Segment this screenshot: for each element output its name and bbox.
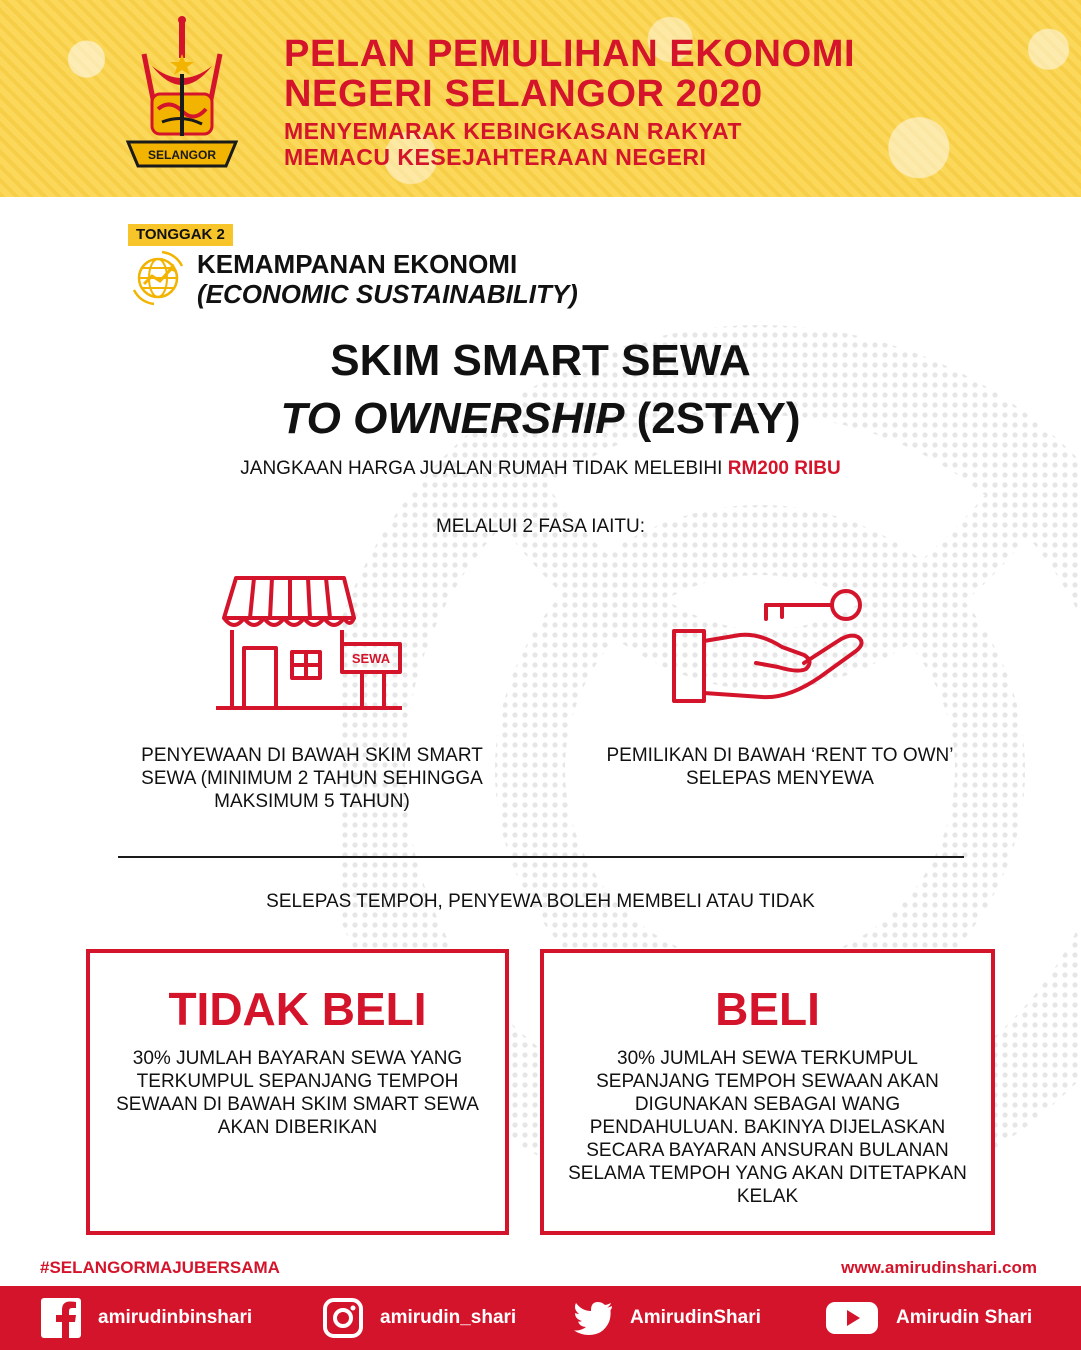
option-not-buy-body: 30% JUMLAH BAYARAN SEWA YANG TERKUMPUL SEPANJANG TEMPOH SEWAAN DI BAWAH SKIM SMART SEWA AKAN DIBERIKAN — [116, 1048, 479, 1138]
scheme-title-italic: TO OWNERSHIP — [280, 394, 625, 443]
price-text: JANGKAAN HARGA JUALAN RUMAH TIDAK MELEBIHI — [240, 458, 728, 479]
social-facebook[interactable] — [40, 1286, 252, 1350]
globe-growth-icon — [130, 250, 186, 306]
twitter-icon — [572, 1297, 614, 1339]
social-handle: AmirudinShari — [630, 1307, 761, 1328]
header-title — [284, 34, 1044, 114]
header-banner — [0, 0, 1081, 197]
header-title-line1: PELAN PEMULIHAN EKONOMI — [284, 33, 856, 75]
phase-own-text: PEMILIKAN DI BAWAH ‘RENT TO OWN’ SELEPAS MENYEWA — [606, 745, 954, 789]
instagram-icon — [322, 1297, 364, 1339]
scheme-title-line1: SKIM SMART SEWA — [330, 336, 751, 385]
pillar-title: KEMAMPANAN EKONOMI — [197, 249, 518, 279]
social-twitter[interactable] — [572, 1286, 761, 1350]
social-handle: amirudinbinshari — [98, 1307, 253, 1328]
option-buy-title: BELI — [715, 983, 820, 1035]
social-handle: Amirudin Shari — [896, 1307, 1033, 1328]
phase-rent-text: PENYEWAAN DI BAWAH SKIM SMART SEWA (MINIMUM 2 TAHUN SEHINGGA MAKSIMUM 5 TAHUN) — [141, 745, 483, 812]
youtube-icon — [824, 1297, 880, 1339]
pillar-subtitle: (ECONOMIC SUSTAINABILITY) — [197, 279, 578, 309]
website-link[interactable]: www.amirudinshari.com — [841, 1258, 1037, 1277]
option-buy-body: 30% JUMLAH SEWA TERKUMPUL SEPANJANG TEMPOH SEWAAN AKAN DIGUNAKAN SEBAGAI WANG PENDAHULUAN. BAKINYA DIJELASKAN SECARA BAYARAN ANSURAN BULANAN SELAMA TEMPOH YANG AKAN DITETAPKAN KELAK — [568, 1048, 967, 1207]
crest-label: SELANGOR — [147, 148, 217, 162]
option-not-buy-title: TIDAK BELI — [168, 983, 427, 1035]
hashtag[interactable]: #SELANGORMAJUBERSAMA — [40, 1258, 280, 1277]
header-subtitle-line2: MEMACU KESEJAHTERAAN NEGERI — [284, 144, 707, 170]
option-not-buy — [86, 949, 509, 1235]
scheme-title-line2 — [0, 392, 1081, 446]
hand-key-icon — [670, 585, 870, 715]
section-divider — [118, 856, 964, 858]
selangor-crest-icon — [118, 14, 246, 184]
price-line — [0, 458, 1081, 480]
header-subtitle — [284, 118, 984, 170]
option-buy — [540, 949, 995, 1235]
facebook-icon — [40, 1297, 82, 1339]
shop-for-rent-icon — [214, 570, 406, 715]
social-handle: amirudin_shari — [380, 1307, 517, 1328]
header-subtitle-line1: MENYEMARAK KEBINGKASAN RAKYAT — [284, 118, 742, 144]
pillar-tag: TONGGAK 2 — [128, 224, 233, 246]
phases-intro: MELALUI 2 FASA IAITU: — [435, 516, 646, 537]
sewa-sign-label: SEWA — [351, 651, 391, 666]
after-period-text: SELEPAS TEMPOH, PENYEWA BOLEH MEMBELI ATAU TIDAK — [266, 891, 815, 912]
social-youtube[interactable] — [824, 1286, 1032, 1350]
header-title-line2: NEGERI SELANGOR 2020 — [284, 73, 763, 115]
social-bar — [0, 1286, 1081, 1350]
scheme-title-rest: (2STAY) — [624, 394, 801, 443]
price-highlight: RM200 RIBU — [727, 458, 841, 479]
social-instagram[interactable] — [322, 1286, 516, 1350]
